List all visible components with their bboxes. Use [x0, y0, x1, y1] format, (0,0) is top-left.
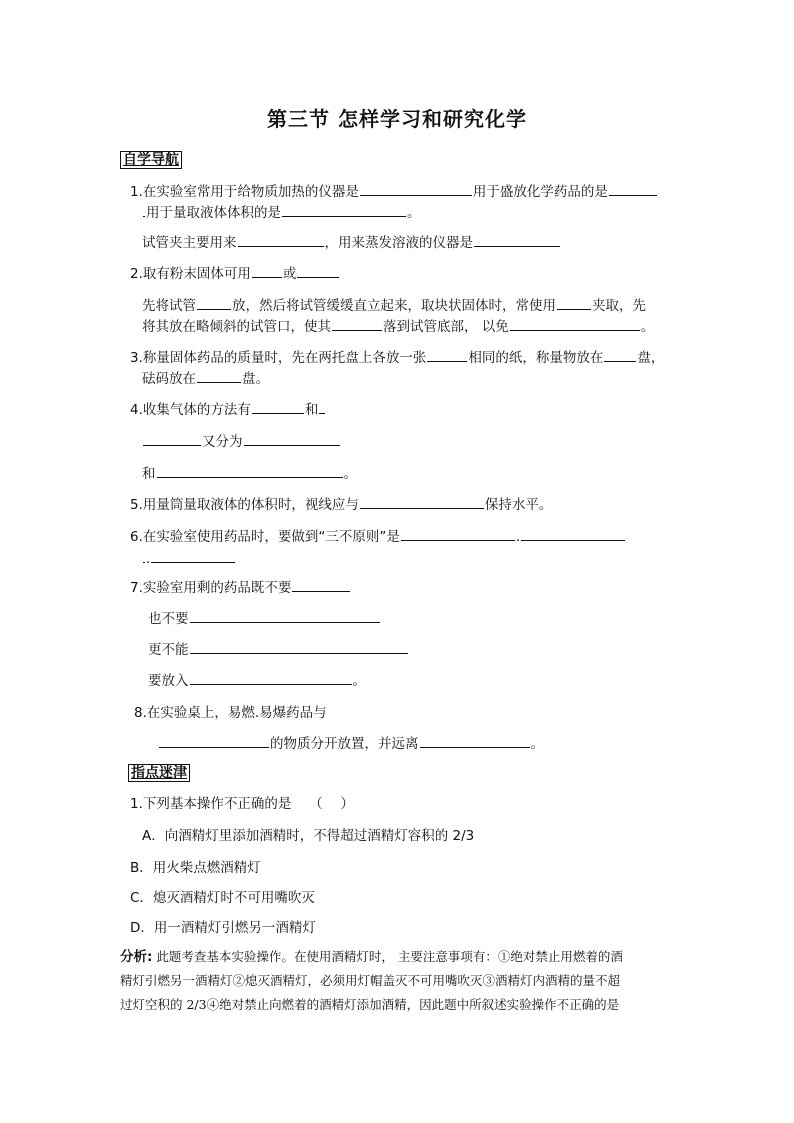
mc-option-b: B．用火柴点燃酒精灯 [130, 860, 261, 876]
answer-blank[interactable] [197, 369, 241, 383]
question-4-line-2: 又分为 [142, 432, 341, 451]
analysis-line-3: 过灯空积的 2/3④绝对禁止向燃着的酒精灯添加酒精，因此题中所叙述实验操作不正确的是 [120, 997, 620, 1012]
answer-blank[interactable] [151, 549, 235, 563]
question-6-line-2: . [142, 549, 236, 568]
question-7-line-1: 7.实验室用剩的药品既不要 [130, 578, 351, 597]
question-3-line-2: 砝码放在 盘。 [142, 371, 269, 387]
mc-option-a: A．向酒精灯里添加酒精时，不得超过酒精灯容积的 2/3 [142, 828, 475, 844]
answer-blank[interactable] [159, 734, 269, 748]
answer-blank[interactable] [143, 432, 201, 446]
answer-blank[interactable] [238, 233, 324, 247]
analysis-paragraph [120, 945, 680, 1017]
question-7-line-2: 也不要 [148, 609, 381, 628]
analysis-line-1: 分析: 此题考查基本实验操作。在使用酒精灯时， 主要注意事项有：①绝对禁止用燃着的酒 [120, 949, 623, 965]
answer-blank[interactable] [360, 182, 472, 196]
question-3-line-1: 3.称量固体药品的质量时，先在两托盘上各放一张 相同的纸，称量物放在 盘， [130, 350, 665, 366]
answer-blank[interactable] [604, 348, 636, 362]
answer-blank[interactable] [157, 464, 343, 478]
answer-blank[interactable] [297, 264, 339, 278]
analysis-line-2: 精灯引燃另一酒精灯②熄灭酒精灯，必须用灯帽盖灭不可用嘴吹灭③酒精灯内酒精的量不超 [120, 973, 621, 988]
answer-blank[interactable] [609, 182, 657, 196]
answer-blank[interactable] [197, 296, 231, 310]
answer-blank[interactable] [244, 432, 340, 446]
answer-blank[interactable] [252, 400, 304, 414]
mc-option-c: C．熄灭酒精灯时不可用嘴吹灭 [130, 890, 315, 906]
question-1-line-2: 用于量取液体体积的是 。 [142, 203, 421, 222]
answer-blank[interactable] [557, 296, 591, 310]
question-2-line-2: 先将试管 放，然后将试管缓缓直立起来，取块状固体时，常使用 夹取，先 [142, 298, 646, 314]
answer-blank[interactable] [510, 317, 640, 331]
answer-blank[interactable] [282, 203, 406, 217]
question-8-line-2: 的物质分开放置，并远离 。 [158, 734, 544, 753]
analysis-label: 分析: [120, 949, 153, 965]
answer-blank[interactable] [143, 203, 145, 217]
answer-blank[interactable] [474, 233, 560, 247]
question-1-line-1: 1.在实验室常用于给物质加热的仪器是 用于盛放化学药品的是 [130, 182, 658, 201]
answer-blank[interactable] [190, 609, 380, 623]
answer-blank[interactable] [292, 578, 350, 592]
answer-blank[interactable] [521, 527, 625, 541]
answer-blank[interactable] [360, 495, 484, 509]
question-4-line-3: 和 。 [142, 466, 357, 482]
question-8-line-1: 8.在实验桌上，易燃.易爆药品与 [134, 705, 327, 721]
answer-blank[interactable] [401, 527, 515, 541]
mc-question-stem: 1.下列基本操作不正确的是 （ ） [130, 796, 354, 812]
question-1-line-3: 试管夹主要用来 ，用来蒸发溶液的仪器是 [142, 233, 561, 252]
question-6-line-1: 6.在实验室使用药品时，要做到“三不原则”是 . [130, 527, 626, 546]
section-heading-guidance: 指点迷津 [128, 764, 190, 782]
question-7-line-4: 要放入 。 [148, 673, 366, 689]
section-heading-self-study: 自学导航 [120, 151, 182, 169]
answer-blank[interactable] [143, 549, 145, 563]
answer-blank[interactable] [427, 348, 467, 362]
page-title: 第三节 怎样学习和研究化学 [267, 107, 527, 131]
answer-blank[interactable] [332, 317, 382, 331]
answer-blank[interactable] [190, 671, 352, 685]
question-2-line-3: 将其放在略倾斜的试管口，使其 落到试管底部， 以免 。 [142, 319, 655, 335]
question-2-line-1: 2.取有粉末固体可用 或 [130, 264, 340, 283]
answer-blank[interactable] [190, 640, 408, 654]
answer-blank[interactable] [319, 400, 325, 414]
mc-option-d: D．用一酒精灯引燃另一酒精灯 [130, 920, 316, 936]
question-7-line-3: 更不能 [148, 640, 409, 659]
answer-blank[interactable] [252, 264, 282, 278]
question-5: 5.用量筒量取液体的体积时，视线应与 保持水平。 [130, 497, 553, 513]
answer-blank[interactable] [420, 734, 530, 748]
question-4-line-1: 4.收集气体的方法有 和 [130, 400, 326, 419]
